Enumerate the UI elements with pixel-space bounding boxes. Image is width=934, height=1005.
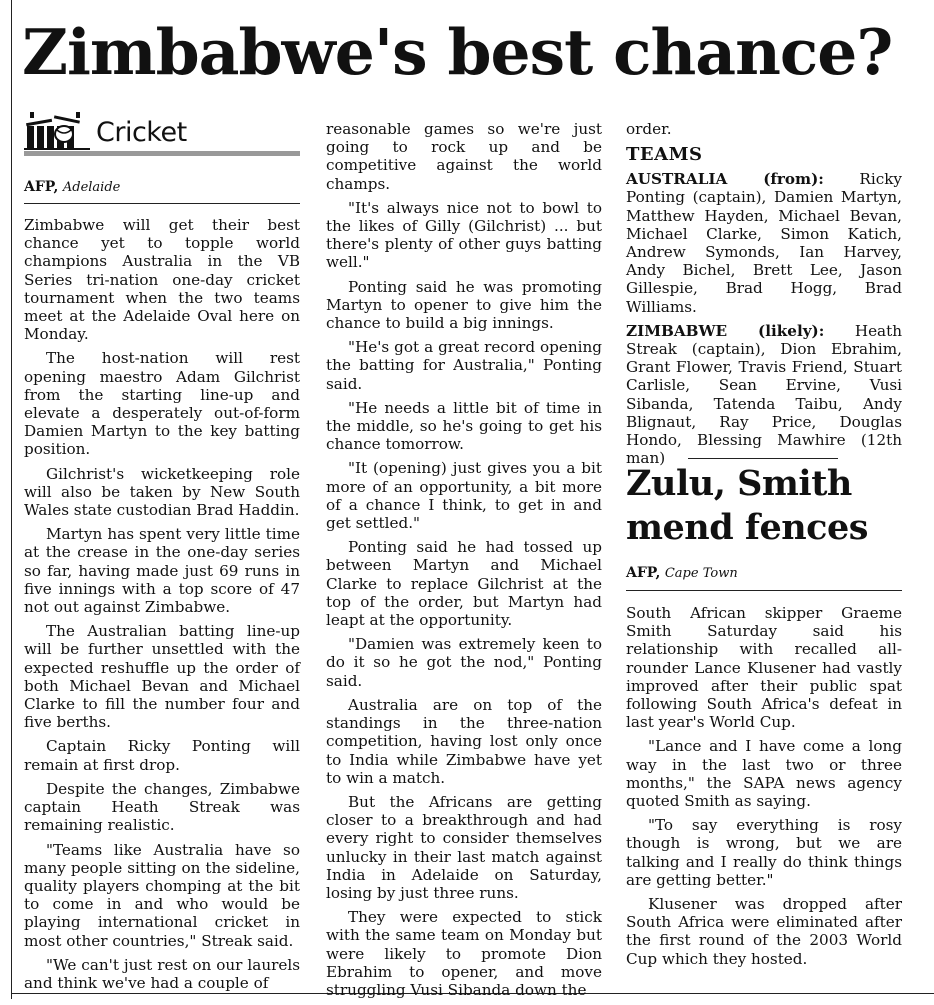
left-column-rule [11, 0, 12, 999]
story1-column-1 [24, 216, 300, 998]
story2-byline [626, 564, 738, 583]
paragraph: "To say everything is rosy though is wrong, but we are talking and I really do think things are getting better." [626, 816, 902, 889]
paragraph: "It's always nice not to bowl to the likes of Gilly (Gilchrist) ... but there's plenty of other guys batting well." [326, 198, 602, 272]
team-zimbabwe [626, 322, 902, 468]
paragraph: Zimbabwe will get their best chance yet to topple world champions Australia in the VB Series tri-nation one-day cricket tournament when the two teams meet at the Adelaide Oval here on Monday. [24, 216, 300, 344]
paragraph: "Damien was extremely keen to do it so he got the nod," Ponting said. [326, 635, 602, 690]
paragraph: "It (opening) just gives you a bit more of an opportunity, a bit more of a chance I think, to get in and get settled." [326, 459, 602, 533]
story1-byline [24, 178, 120, 197]
paragraph: "We can't just rest on our laurels and think we've had a couple of [24, 955, 300, 992]
paragraph: "Lance and I have come a long way in the last two or three months," the SAPA news agency quoted Smith as saying. [626, 737, 902, 811]
byline-place: Cape Town [664, 566, 738, 581]
story1-column-3 [626, 120, 902, 473]
section-rule [24, 151, 300, 156]
headline-line: Zulu, Smith [626, 463, 852, 504]
paragraph: The host-nation will rest opening maestro Adam Gilchrist from the starting line-up and elevate a desperately out-of-form Damien Martyn to the key batting position. [24, 349, 300, 459]
team-list: Heath Streak (captain), Dion Ebrahim, Grant Flower, Travis Friend, Stuart Carlisle, Sean Ervine, Vusi Sibanda, Tatenda Taibu, Andy Blignaut, Ray Price, Douglas Hondo, Blessing Mawhire (12th man) [626, 321, 902, 468]
paragraph: Klusener was dropped after South Africa were eliminated after the first round of the 2003 World Cup which they hosted. [626, 895, 902, 968]
paragraph: Martyn has spent very little time at the crease in the one-day series so far, having made just 69 runs in five innings with a top score of 47 not out against Zimbabwe. [24, 525, 300, 617]
paragraph: Ponting said he had tossed up between Martyn and Michael Clarke to replace Gilchrist at the top of the order, but Martyn had leapt at the opportunity. [326, 538, 602, 630]
team-label: ZIMBABWE (likely): [626, 321, 825, 340]
paragraph: order. [626, 120, 672, 138]
byline-agency: AFP, [24, 179, 59, 195]
story2-body [626, 604, 902, 974]
paragraph: "He's got a great record opening the batting for Australia," Ponting said. [326, 338, 602, 393]
paragraph: Despite the changes, Zimbabwe captain Heath Streak was remaining realistic. [24, 779, 300, 835]
paragraph: South African skipper Graeme Smith Saturday said his relationship with recalled all-rounder Lance Klusener had vastly improved after their public spat following South Africa's defeat in last year's World Cup. [626, 604, 902, 732]
section-header [24, 110, 300, 156]
team-label: AUSTRALIA (from): [626, 170, 824, 189]
section-label: Cricket [96, 117, 187, 148]
story2-headline [626, 462, 916, 550]
paragraph: "He needs a little bit of time in the middle, so he's going to get his chance tomorrow. [326, 398, 602, 454]
paragraph: But the Africans are getting closer to a breakthrough and had every right to consider themselves unlucky in their last match against India in Adelaide on Saturday, losing by just three runs. [326, 792, 602, 902]
story1-column-2 [326, 120, 602, 1005]
teams-heading: TEAMS [626, 144, 703, 166]
byline-place: Adelaide [62, 180, 121, 195]
headline-line: mend fences [626, 507, 868, 548]
team-australia [626, 170, 902, 316]
story-separator [688, 458, 838, 459]
byline-rule [24, 203, 300, 204]
paragraph: Australia are on top of the standings in the three-nation competition, having lost only once to India while Zimbabwe have yet to win a match. [326, 695, 602, 787]
paragraph: Gilchrist's wicketkeeping role will also be taken by New South Wales state custodian Brad Haddin. [24, 464, 300, 520]
paragraph: They were expected to stick with the same team on Monday but were likely to promote Dion Ebrahim to opener, and move struggling Vusi Sibanda down the [326, 908, 602, 999]
paragraph: Captain Ricky Ponting will remain at first drop. [24, 737, 300, 774]
cricket-stumps-icon [24, 110, 90, 150]
paragraph: reasonable games so we're just going to rock up and be competitive against the world champs. [326, 120, 602, 193]
paragraph: "Teams like Australia have so many people sitting on the sideline, quality players chomping at the bit to come in and who would be playing international cricket in most other countries," Streak said. [24, 840, 300, 950]
byline-agency: AFP, [626, 565, 661, 581]
team-list: Ricky Ponting (captain), Damien Martyn, Matthew Hayden, Michael Bevan, Michael Clarke, Simon Katich, Andrew Symonds, Ian Harvey, Andy Bichel, Brett Lee, Jason Gillespie, Brad Hogg, Brad Williams. [626, 170, 902, 316]
main-headline: Zimbabwe's best chance? [22, 15, 893, 89]
paragraph: The Australian batting line-up will be further unsettled with the expected reshuffle up the order of both Michael Bevan and Michael Clarke to fill the number four and five berths. [24, 622, 300, 732]
paragraph: Ponting said he was promoting Martyn to opener to give him the chance to build a big innings. [326, 277, 602, 333]
byline-rule [626, 590, 902, 591]
